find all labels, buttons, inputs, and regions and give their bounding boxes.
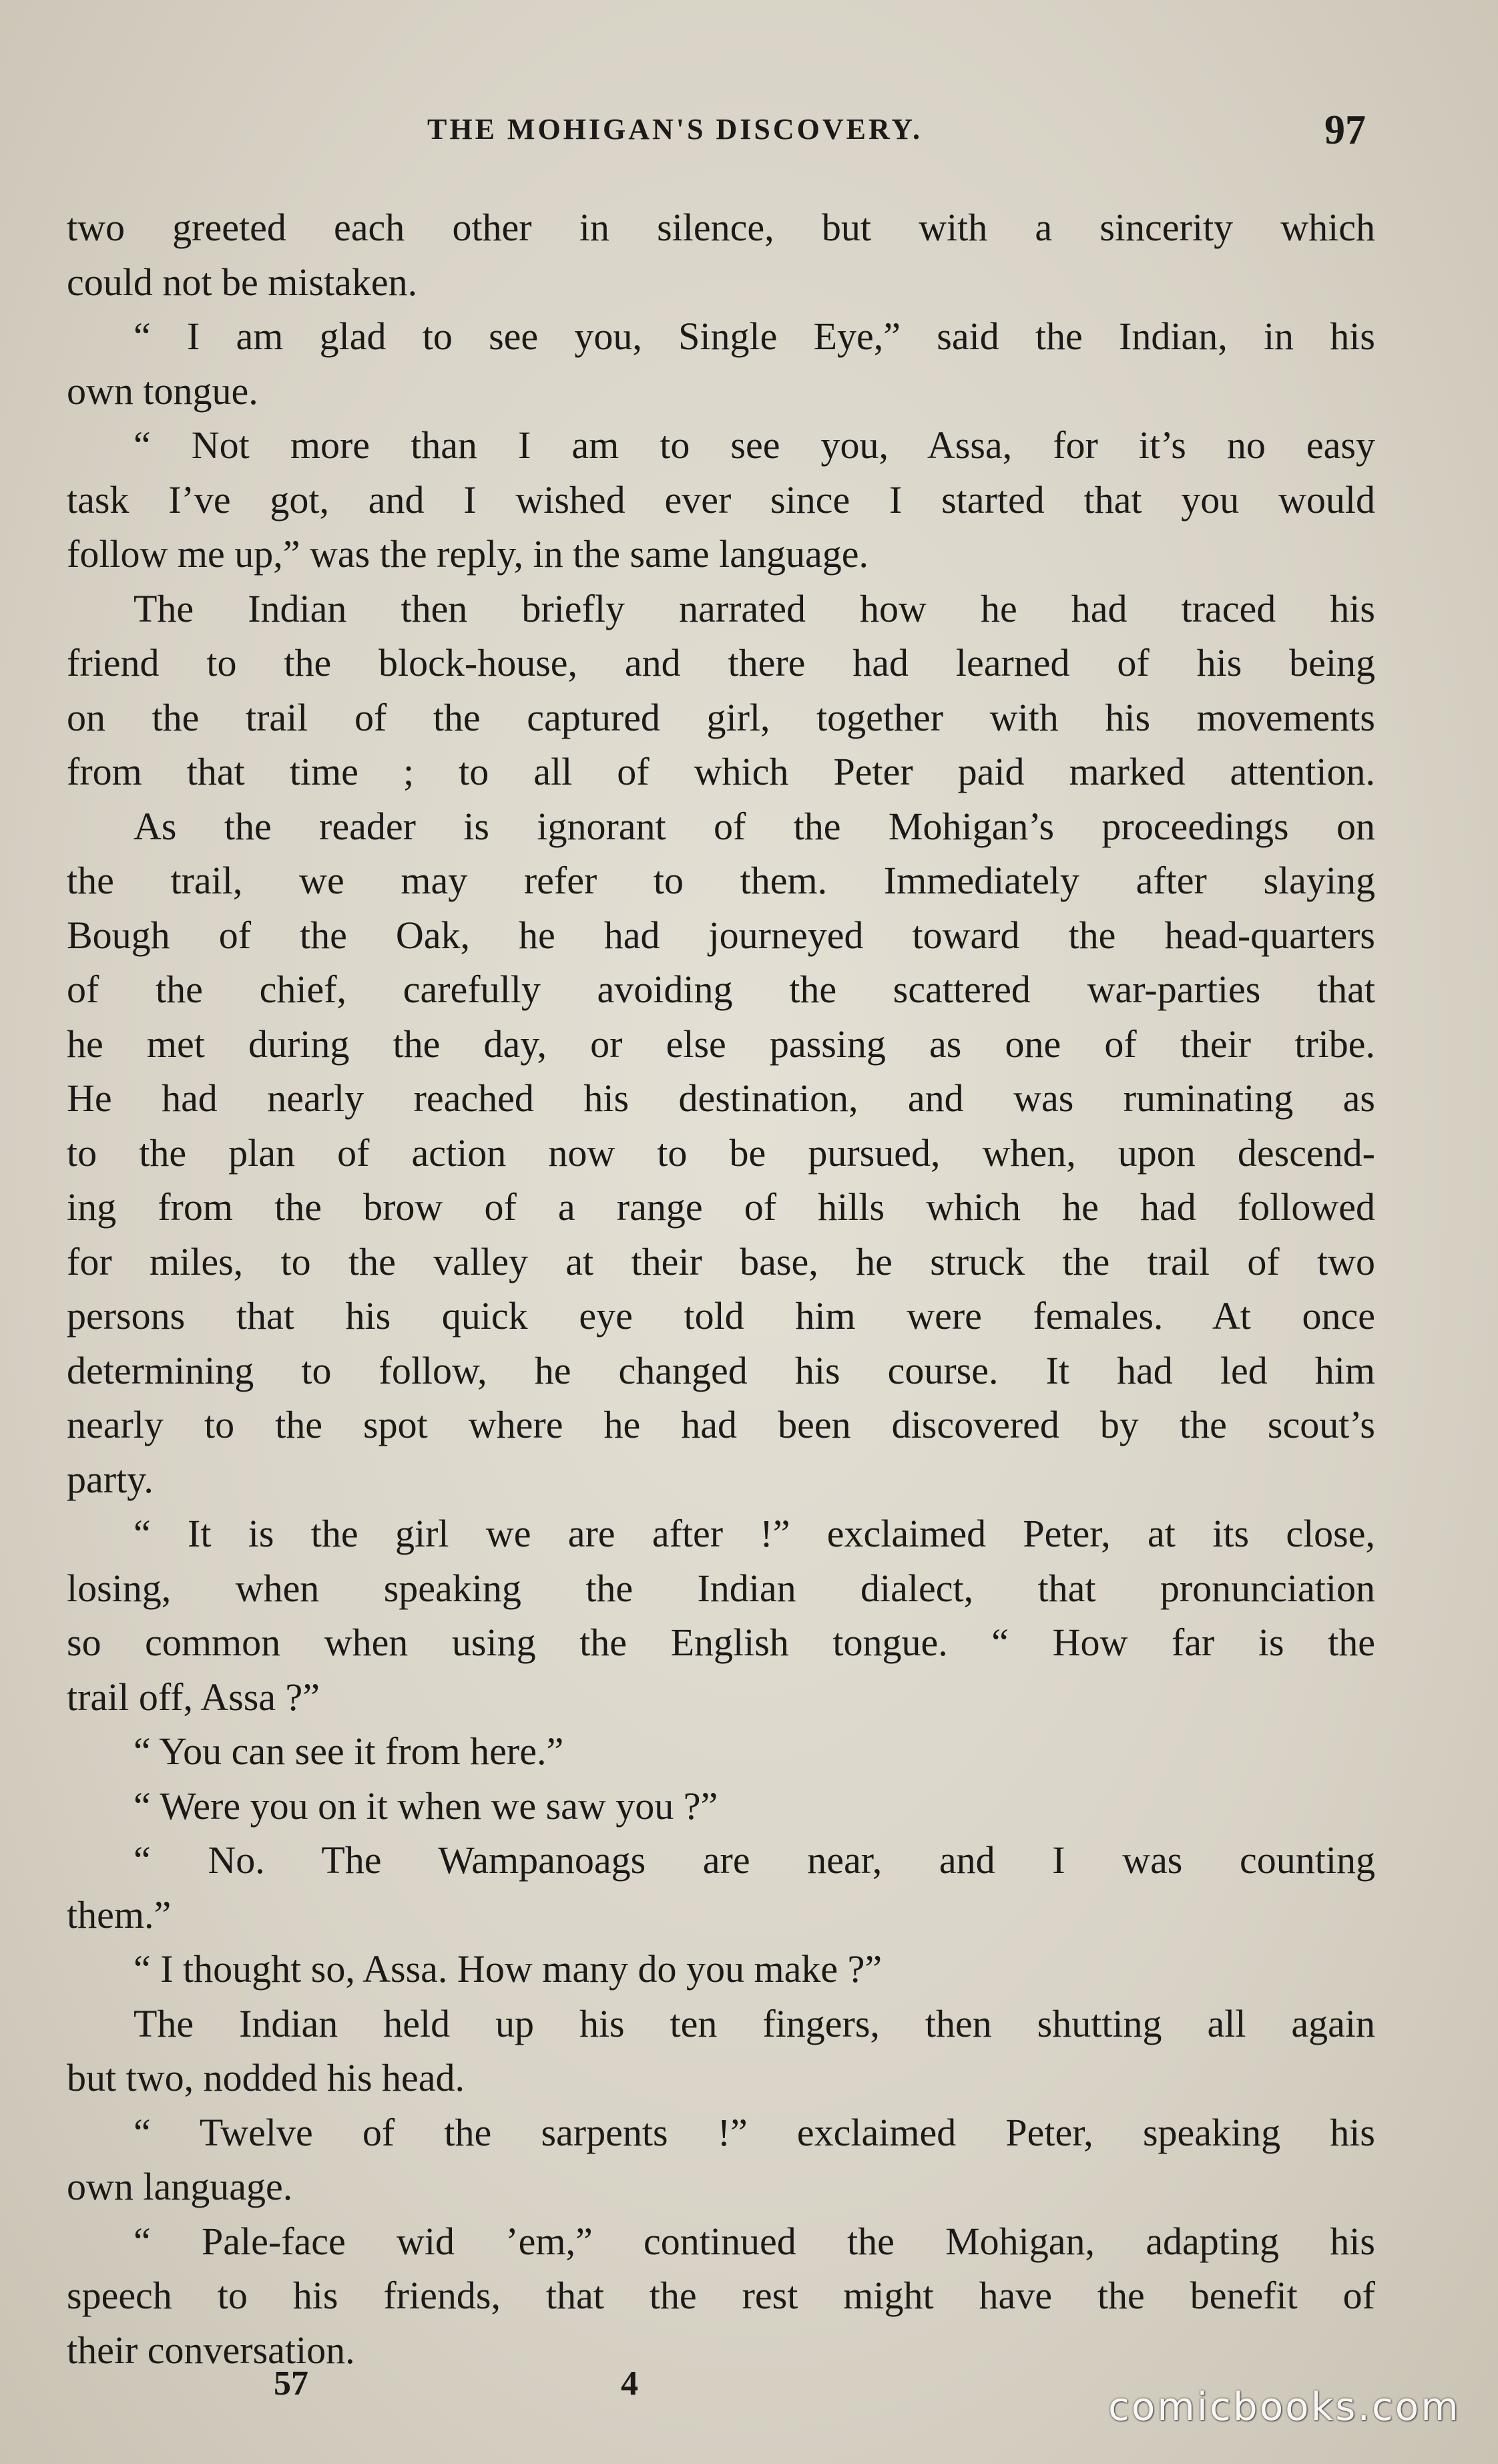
text-line: nearly to the spot where he had been discovered by the scout’s bbox=[67, 1403, 1375, 1446]
text-line: “ Were you on it when we saw you ?” bbox=[134, 1784, 718, 1828]
text-line: party. bbox=[67, 1457, 154, 1501]
text-line: own tongue. bbox=[67, 369, 258, 413]
text-line: The Indian held up his ten fingers, then shutting all again bbox=[134, 2001, 1375, 2045]
text-line: of the chief, carefully avoiding the scattered war-parties that bbox=[67, 968, 1375, 1011]
text-line: trail off, Assa ?” bbox=[67, 1675, 320, 1719]
text-line: from that time ; to all of which Peter paid marked attention. bbox=[67, 750, 1375, 793]
text-line: the trail, we may refer to them. Immediately after slaying bbox=[67, 859, 1375, 902]
text-line: so common when using the English tongue. “ How far is the bbox=[67, 1621, 1375, 1664]
text-line: speech to his friends, that the rest might have the benefit of bbox=[67, 2274, 1375, 2317]
text-line: losing, when speaking the Indian dialect, that pronunciation bbox=[67, 1566, 1375, 1610]
text-line: persons that his quick eye told him were females. At once bbox=[67, 1294, 1375, 1338]
text-line: determining to follow, he changed his course. It had led him bbox=[67, 1348, 1375, 1392]
page-number: 97 bbox=[1324, 108, 1366, 153]
running-title: THE MOHIGAN'S DISCOVERY. bbox=[427, 113, 923, 146]
text-line: “ It is the girl we are after !” exclaimed Peter, at its close, bbox=[134, 1512, 1375, 1555]
text-line: “ No. The Wampanoags are near, and I was counting bbox=[134, 1838, 1375, 1882]
text-line: but two, nodded his head. bbox=[67, 2056, 465, 2099]
text-line: “ I am glad to see you, Single Eye,” said the Indian, in his bbox=[134, 315, 1375, 358]
text-line: could not be mistaken. bbox=[67, 260, 418, 304]
text-line: “ Not more than I am to see you, Assa, for it’s no easy bbox=[134, 423, 1375, 467]
text-line: “ You can see it from here.” bbox=[134, 1729, 564, 1773]
gathering-mark: 4 bbox=[621, 2365, 638, 2403]
text-line: ing from the brow of a range of hills which he had followed bbox=[67, 1185, 1375, 1229]
text-line: for miles, to the valley at their base, he struck the trail of two bbox=[67, 1239, 1375, 1283]
text-line: own language. bbox=[67, 2165, 293, 2208]
text-line: “ I thought so, Assa. How many do you make ?” bbox=[134, 1947, 883, 1991]
text-line: The Indian then briefly narrated how he had traced his bbox=[134, 586, 1375, 630]
text-line: to the plan of action now to be pursued, when, upon descend- bbox=[67, 1131, 1375, 1175]
site-watermark: comicbooks.com bbox=[1108, 2384, 1461, 2429]
text-line: two greeted each other in silence, but with a sincerity which bbox=[67, 206, 1375, 249]
text-line: friend to the block-house, and there had learned of his being bbox=[67, 641, 1375, 684]
text-line: on the trail of the captured girl, together with his movements bbox=[67, 695, 1375, 739]
text-line: “ Twelve of the sarpents !” exclaimed Peter, speaking his bbox=[134, 2110, 1375, 2154]
signature-mark: 57 bbox=[274, 2365, 308, 2403]
text-line: He had nearly reached his destination, and was ruminating as bbox=[67, 1076, 1375, 1120]
text-line: Bough of the Oak, he had journeyed toward the head-quarters bbox=[67, 913, 1375, 957]
page-text bbox=[67, 200, 1375, 2377]
text-line: he met during the day, or else passing as one of their tribe. bbox=[67, 1022, 1375, 1066]
text-line: task I’ve got, and I wished ever since I started that you would bbox=[67, 477, 1375, 522]
text-line: their conversation. bbox=[67, 2328, 355, 2372]
text-line: “ Pale-face wid ’em,” continued the Mohigan, adapting his bbox=[134, 2219, 1375, 2263]
text-line: follow me up,” was the reply, in the same language. bbox=[67, 532, 868, 576]
text-line: them.” bbox=[67, 1892, 172, 1936]
text-line: As the reader is ignorant of the Mohigan’s proceedings on bbox=[134, 804, 1375, 848]
